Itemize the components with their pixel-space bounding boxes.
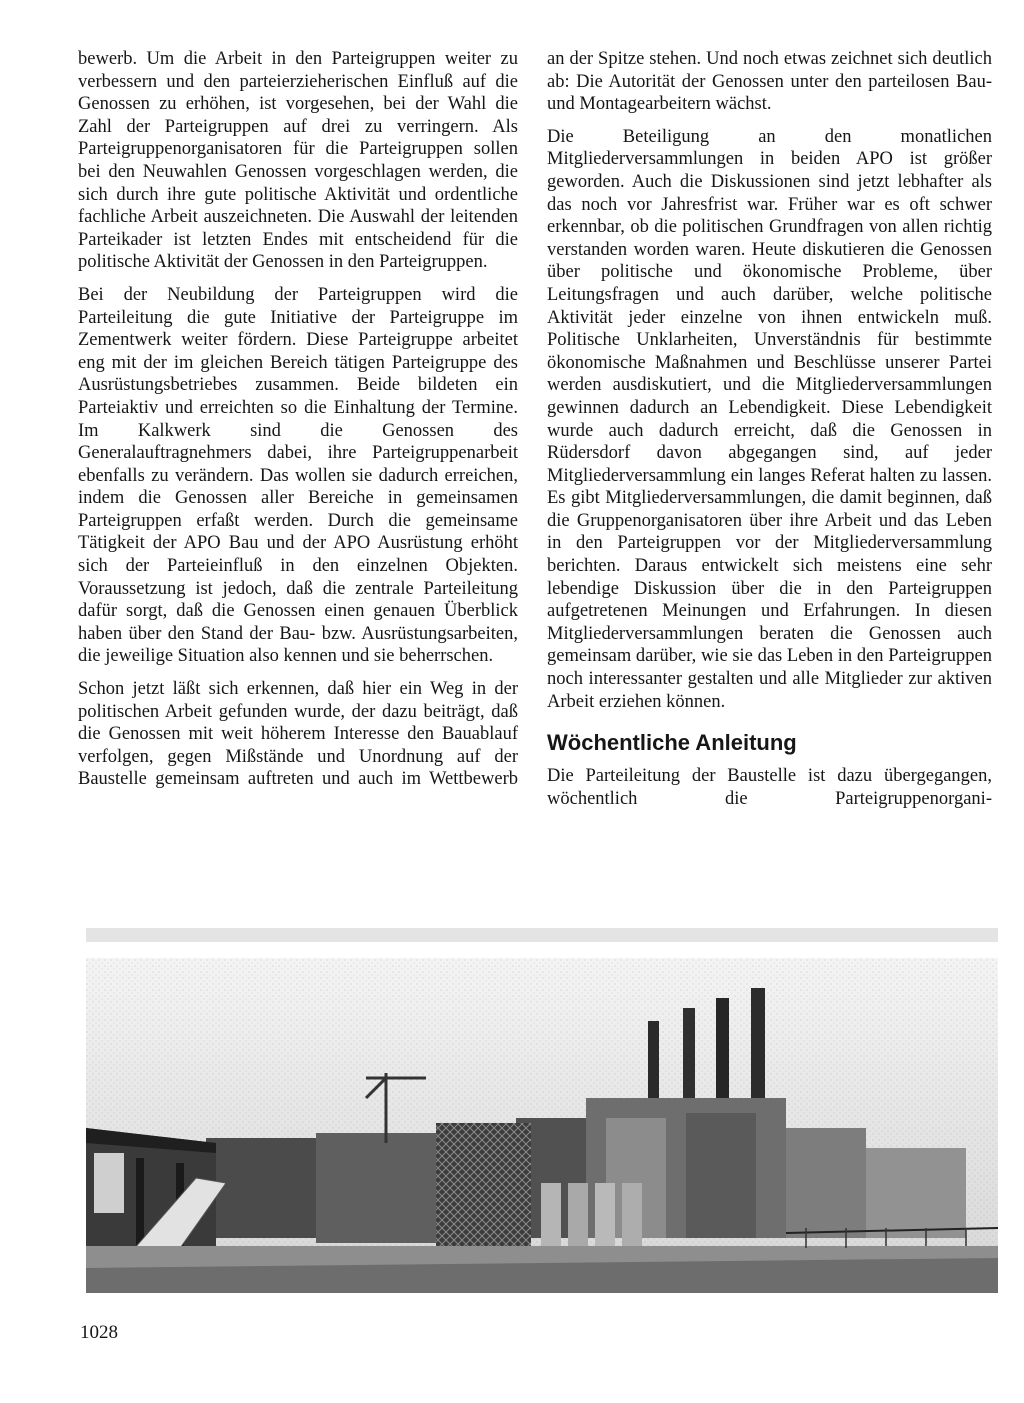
right-paragraph-2: Die Beteiligung an den monatlichen Mitgliederversammlungen in beiden APO ist größer geworden. Auch die Diskussionen sind jetzt lebhafter als das noch vor Jahresfrist war. Früher war es oft schwer erkennbar, ob die politischen Grundfragen von allen richtig verstanden worden waren. Heute diskutieren die Genossen über politische und ökonomische Probleme, über Leitungsfragen und auch darüber, welche politische Aktivität jeder einzelne von ihnen entwickeln muß. Politische Unklarheiten, Unverständnis für bestimmte ökonomische Maßnahmen und Beschlüsse unserer Partei werden ausdiskutiert, und die Mitgliederversammlungen gewinnen dadurch an Lebendigkeit. Diese Lebendigkeit wurde auch dadurch erreicht, daß die Genossen in Rüdersdorf davon abgegangen sind, auf jeder Mitgliederversammlung ein langes Referat halten zu lassen. Es gibt Mitgliederversammlungen, die damit beginnen, daß die Gruppenorganisatoren über ihre Arbeit und das Leben in den Parteigruppen vor der Mitgliederversammlung berichten. Daraus entwickelt sich meistens eine sehr lebendige Diskussion über die in den Parteigruppen aufgetretenen Meinungen und Erfahrungen. In diesen Mitgliederversammlungen beraten die Genossen auch gemeinsam darüber, wie sie das Leben in den Parteigruppen noch interessanter gestalten und alle Mitglieder zur aktiven Arbeit erziehen können.	[547, 126, 992, 712]
left-paragraph-2: Bei der Neubildung der Parteigruppen wird die Parteileitung die gute Initiative der Parteigruppe im Zementwerk weiter fördern. Diese Parteigruppe arbeitet eng mit der im gleichen Bereich tätigen Parteigruppe des Ausrüstungsbetriebes zusammen. Beide bildeten ein Parteiaktiv und erreichten so die Einhaltung der Termine. Im Kalkwerk sind die Genossen des Generalauftragnehmers dabei, ihre Parteigruppenarbeit ebenfalls zu verändern. Das wollen sie dadurch erreichen, indem die Genossen aller Bereiche in gemeinsamen Parteigruppen erfaßt werden. Durch die gemeinsame Tätigkeit der APO Bau und der APO Ausrüstung erhöht sich der Parteieinfluß in den einzelnen Objekten. Voraussetzung ist jedoch, daß die zentrale Parteileitung dafür sorgt, daß die Genossen einen genauen Überblick haben über den Stand der Bau- bzw. Ausrüstungsarbeiten, die jeweilige Situation also kennen und sie beherrschen.	[78, 284, 518, 667]
left-column	[78, 48, 518, 801]
page-number: 1028	[80, 1322, 118, 1343]
section-heading: Wöchentliche Anleitung	[547, 730, 797, 756]
industrial-plant-photo	[86, 928, 998, 1293]
left-paragraph-1: bewerb. Um die Arbeit in den Parteigruppen weiter zu verbessern und den parteierzieherischen Einfluß auf die Genossen zu erhöhen, ist vorgesehen, bei der Wahl die Zahl der Parteigruppen auf drei zu verringern. Als Parteigruppenorganisatoren für die Parteigruppen sollen bei den Neuwahlen Genossen vorgeschlagen werden, die sich durch ihre gute politische Aktivität und ordentliche fachliche Arbeit auszeichneten. Die Auswahl der leitenden Parteikader ist letzten Endes mit entscheidend für die politische Aktivität der Genossen in den Parteigruppen.	[78, 49, 518, 273]
left-paragraph-3: Schon jetzt läßt sich erkennen, daß hier ein Weg in der politischen Arbeit gefunden wurde, der dazu beiträgt, daß die Genossen mit weit höherem Interesse den Bauablauf verfolgen, gegen Mißstände und Unordnung auf der Baustelle gemeinsam auftreten und auch im Wettbewerb	[78, 679, 518, 790]
section-paragraph: Die Parteileitung der Baustelle ist dazu übergegangen, wöchentlich die Parteigruppenorgani-	[547, 766, 992, 809]
right-paragraph-1: an der Spitze stehen. Und noch etwas zeichnet sich deutlich ab: Die Autorität der Genossen unter den parteilosen Bau- und Montagearbeitern wächst.	[547, 49, 992, 115]
right-column	[547, 48, 992, 820]
photo-illustration	[86, 928, 998, 1293]
